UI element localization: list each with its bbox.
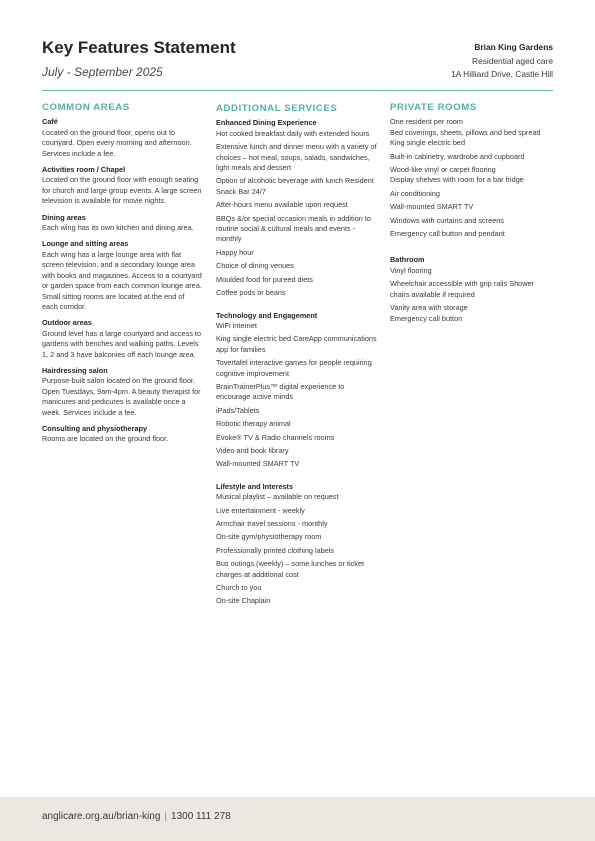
common-area-text: Each wing has its own kitchen and dining area.: [42, 223, 194, 233]
bathroom-feature: Emergency call button: [390, 313, 463, 323]
common-area-text: Purpose-built salon located on the ground floor. Open Tuesdays, 9am-4pm. A beauty therapist for manicures and pedicures is available once a week. Services include a fee.: [42, 376, 201, 417]
service-item: Hot cooked breakfast daily with extended hours: [216, 128, 370, 138]
service-item: Option of alcoholic beverage with lunch Resident Snack Bar 24/7: [216, 176, 374, 196]
room-feature: One resident per room: [390, 117, 464, 127]
service-group-title: Lifestyle and Interests: [216, 481, 294, 491]
room-feature: Built-in cabinetry, wardrobe and cupboard: [390, 151, 525, 161]
common-area-item: [42, 165, 202, 207]
common-area-title: Hairdressing salon: [42, 365, 108, 375]
room-feature: Wood-like vinyl or carpet flooring: [390, 165, 496, 175]
common-area-item: [42, 318, 202, 360]
bathroom-feature: Wheelchair accessible with grip rails Shower chairs available if required: [390, 279, 534, 299]
page-header: [42, 38, 553, 88]
service-group-title: Technology and Engagement: [216, 310, 318, 320]
common-area-text: Rooms are located on the ground floor.: [42, 434, 169, 444]
common-areas-heading: COMMON AREAS: [42, 102, 130, 113]
common-area-text: Each wing has a large lounge area with flat screen television, and a secondary lounge area with books and magazines. Access to a courtyard or garden space from each common lounge area. Small sitting rooms are located at the end of each corridor.: [42, 249, 202, 311]
additional-services-column: [216, 103, 378, 610]
service-item: Robotic therapy animal: [216, 419, 291, 429]
service-item: Church to you: [216, 583, 262, 593]
service-item: Tovertafel interactive games for people requiring cognitive improvement: [216, 358, 372, 378]
additional-services-heading: ADDITIONAL SERVICES: [216, 103, 338, 114]
common-area-item: [42, 424, 202, 445]
room-feature: Bed coverings, sheets, pillows and bed spread: [390, 127, 541, 137]
facility-address: 1A Hilliard Drive, Castle Hill: [451, 69, 553, 79]
footer-contact: [42, 811, 231, 822]
bathroom-feature: Vinyl flooring: [390, 265, 432, 275]
room-feature: Display shelves with room for a bar fridge: [390, 175, 524, 185]
private-rooms-column: [390, 103, 550, 324]
reporting-period: July - September 2025: [42, 65, 163, 79]
service-item: Moulded food for pureed diets: [216, 274, 313, 284]
common-areas-column: [42, 103, 202, 451]
service-item: Choice of dining venues: [216, 261, 294, 271]
common-area-text: Ground level has a large courtyard and access to gardens with benches and walking paths. Levels 1, 2 and 3 have balconies off each lounge area.: [42, 328, 201, 359]
common-area-text: Located on the ground floor with enough seating for church and large group events. A large screen television is available for movie nights.: [42, 175, 202, 206]
service-item: Video and book library: [216, 445, 289, 455]
page-footer: [0, 797, 595, 841]
common-area-title: Café: [42, 117, 58, 127]
room-feature: Air conditioning: [390, 188, 440, 198]
room-feature: King single electric bed: [390, 138, 466, 148]
room-feature: Emergency call button and pendant: [390, 229, 505, 239]
room-feature: Wall-mounted SMART TV: [390, 202, 474, 212]
phone-number[interactable]: 1300 111 278: [171, 811, 231, 822]
header-divider: [42, 90, 553, 91]
service-group-dining: [216, 118, 378, 298]
room-feature: Windows with curtains and screens: [390, 215, 504, 225]
common-area-item: [42, 366, 202, 418]
bathroom-feature: Vanity area with storage: [390, 303, 468, 313]
facility-info: [451, 41, 553, 82]
service-item: Wall-mounted SMART TV: [216, 459, 300, 469]
page-title: Key Features Statement: [42, 38, 236, 57]
service-item: Live entertainment - weekly: [216, 505, 305, 515]
common-area-title: Lounge and sitting areas: [42, 239, 129, 249]
service-group-lifestyle: [216, 482, 378, 607]
common-area-item: [42, 213, 202, 234]
facility-type: Residential aged care: [471, 55, 553, 66]
service-item: BrainTrainerPlus™ digital experience to encourage active minds: [216, 381, 345, 402]
private-rooms-heading: PRIVATE ROOMS: [390, 102, 477, 113]
service-group-title: Enhanced Dining Experience: [216, 118, 317, 128]
service-item: On-site gym/physiotherapy room: [216, 532, 322, 542]
service-item: Musical playlist – available on request: [216, 492, 339, 502]
common-area-title: Outdoor areas: [42, 318, 92, 328]
service-item: Evoke® TV & Radio channels rooms: [216, 432, 335, 442]
common-area-item: [42, 117, 202, 159]
service-item: After-hours menu available upon request: [216, 200, 348, 210]
footer-separator: |: [164, 811, 168, 822]
common-area-item: [42, 239, 202, 312]
service-group-technology: [216, 311, 378, 470]
service-item: Bus outings (weekly) – some lunches or ticket charges at additional cost: [216, 559, 365, 579]
bathroom-title: Bathroom: [390, 255, 425, 265]
service-item: BBQs &/or special occasion meals in addition to routine social & cultural meals and events - monthly: [216, 213, 371, 244]
service-item: WiFi internet: [216, 320, 257, 330]
common-area-title: Dining areas: [42, 212, 86, 222]
website-link[interactable]: anglicare.org.au/brian-king: [42, 811, 161, 822]
service-item: Coffee pods or beans: [216, 288, 286, 298]
service-item: On-site Chaplain: [216, 596, 271, 606]
common-area-title: Activities room / Chapel: [42, 165, 126, 175]
service-item: Professionally printed clothing labels: [216, 545, 335, 555]
common-area-text: Located on the ground floor, opens out to courtyard. Open every morning and afternoon. Services include a fee.: [42, 127, 192, 158]
service-item: Extensive lunch and dinner menu with a variety of choices – hot meal, soups, salads, sandwiches, light meals and dessert: [216, 142, 377, 173]
service-item: iPads/Tablets: [216, 405, 260, 415]
service-item: Armchair travel sessions - monthly: [216, 519, 328, 528]
service-item: King single electric bed CareApp communications app for families: [216, 334, 377, 354]
common-area-title: Consulting and physiotherapy: [42, 423, 147, 433]
service-item: Happy hour: [216, 247, 254, 257]
facility-name: Brian King Gardens: [474, 42, 553, 52]
